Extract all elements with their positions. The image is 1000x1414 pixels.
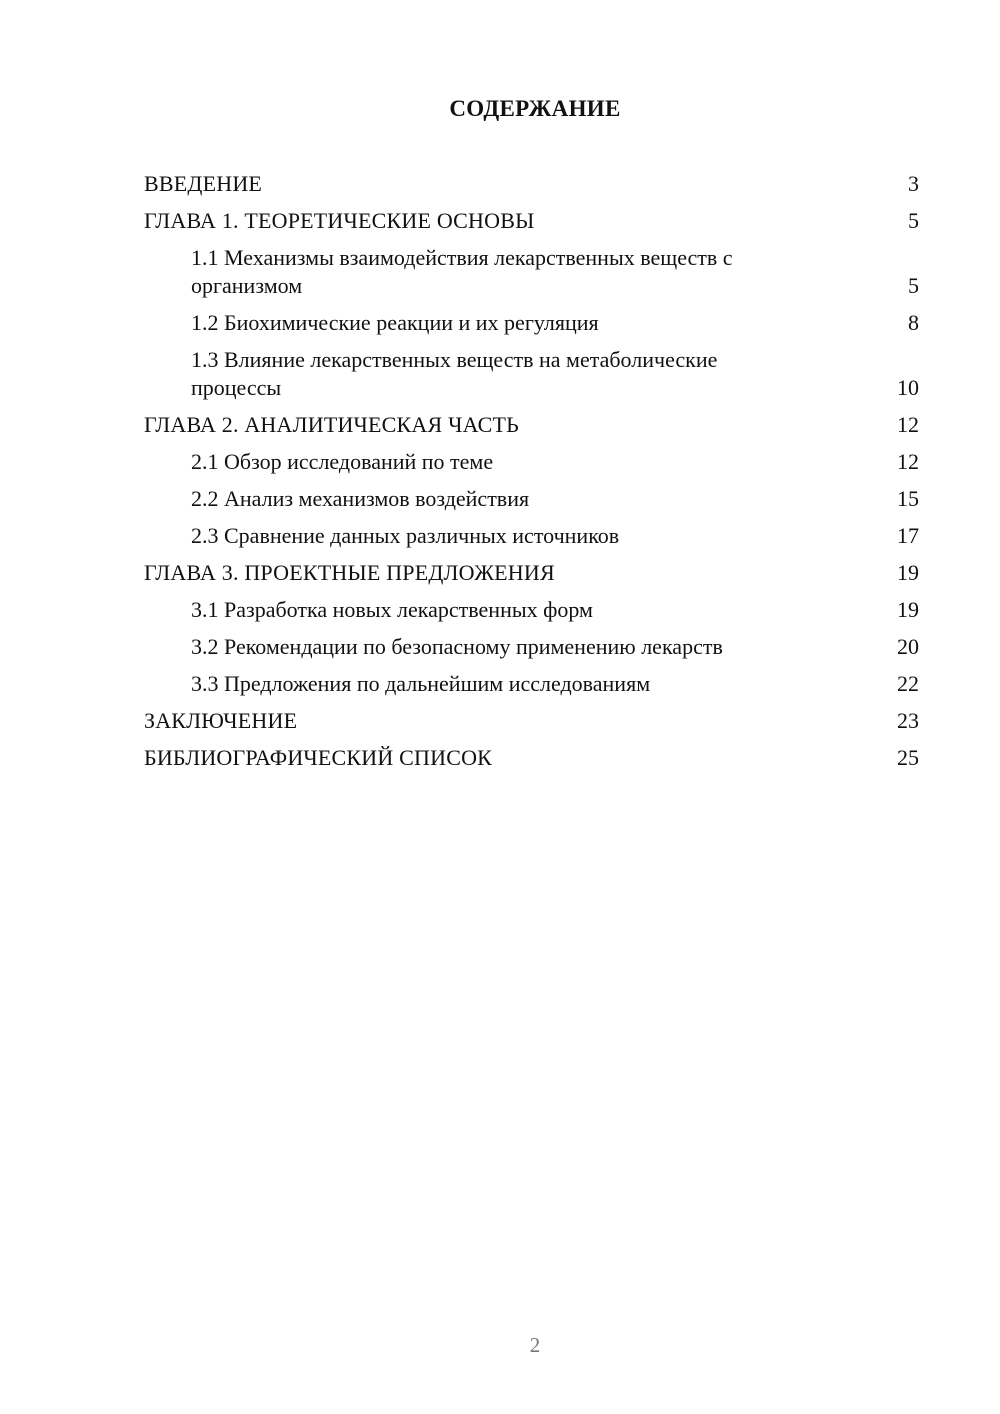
toc-entry-label: 3.2 Рекомендации по безопасному применению лекарств — [191, 634, 723, 659]
toc-entry-label: 2.1 Обзор исследований по теме — [191, 449, 494, 474]
toc-entry-label: ГЛАВА 3. ПРОЕКТНЫЕ ПРЕДЛОЖЕНИЯ — [144, 560, 555, 585]
toc-entry-label: БИБЛИОГРАФИЧЕСКИЙ СПИСОК — [144, 745, 493, 770]
toc-entry-page: 23 — [897, 708, 919, 733]
toc-entry-page: 3 — [908, 171, 919, 196]
toc-entry-label: 2.2 Анализ механизмов воздействия — [191, 486, 530, 511]
toc-entry-label: ГЛАВА 2. АНАЛИТИЧЕСКАЯ ЧАСТЬ — [144, 412, 519, 437]
toc-entry-page: 15 — [897, 486, 919, 511]
toc-entry-page: 5 — [908, 208, 919, 233]
toc-entry-page: 5 — [908, 273, 919, 298]
toc-entry-introduction[interactable] — [144, 170, 919, 198]
toc-entry-page: 12 — [897, 449, 919, 474]
toc-entry-section-3-3[interactable] — [144, 670, 919, 698]
toc-entry-section-2-1[interactable] — [144, 448, 919, 476]
toc-entry-page: 19 — [897, 597, 919, 622]
toc-entry-chapter-1[interactable] — [144, 207, 919, 235]
toc-entry-label: ЗАКЛЮЧЕНИЕ — [144, 708, 298, 733]
toc-entry-section-2-2[interactable] — [144, 485, 919, 513]
page-number: 2 — [529, 1333, 541, 1357]
toc-entry-label: ВВЕДЕНИЕ — [144, 171, 263, 196]
toc-entry-page: 19 — [897, 560, 919, 585]
toc-entry-page: 8 — [908, 310, 919, 335]
toc-entry-label: 3.1 Разработка новых лекарственных форм — [191, 597, 593, 622]
toc-entry-chapter-3[interactable] — [144, 559, 919, 587]
toc-entry-label: 1.2 Биохимические реакции и их регуляция — [191, 310, 599, 335]
toc-entry-page: 12 — [897, 412, 919, 437]
toc-entry-section-3-2[interactable] — [144, 633, 919, 661]
toc-entry-section-1-3[interactable] — [144, 346, 919, 402]
toc-entry-page: 25 — [897, 745, 919, 770]
toc-entry-label: ГЛАВА 1. ТЕОРЕТИЧЕСКИЕ ОСНОВЫ — [144, 208, 535, 233]
toc-entry-label: 1.3 Влияние лекарственных веществ на метаболические процессы — [191, 347, 718, 400]
table-of-contents — [144, 170, 919, 781]
toc-entry-page: 22 — [897, 671, 919, 696]
toc-entry-label: 3.3 Предложения по дальнейшим исследованиям — [191, 671, 651, 696]
toc-entry-page: 20 — [897, 634, 919, 659]
toc-entry-page: 10 — [897, 375, 919, 400]
toc-entry-label: 2.3 Сравнение данных различных источников — [191, 523, 620, 548]
toc-entry-page: 17 — [897, 523, 919, 548]
page-title: СОДЕРЖАНИЕ — [449, 96, 621, 121]
toc-entry-conclusion[interactable] — [144, 707, 919, 735]
toc-entry-section-1-1[interactable] — [144, 244, 919, 300]
toc-entry-section-1-2[interactable] — [144, 309, 919, 337]
toc-entry-section-2-3[interactable] — [144, 522, 919, 550]
toc-entry-bibliography[interactable] — [144, 744, 919, 772]
toc-entry-chapter-2[interactable] — [144, 411, 919, 439]
toc-entry-section-3-1[interactable] — [144, 596, 919, 624]
toc-entry-label: 1.1 Механизмы взаимодействия лекарственных веществ с организмом — [191, 245, 733, 298]
